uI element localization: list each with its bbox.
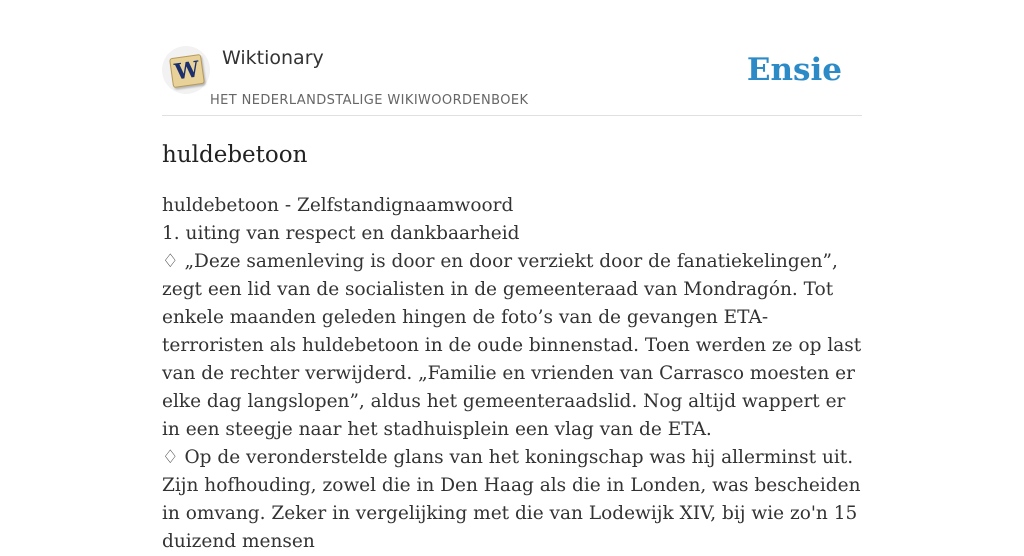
page-title: huldebetoon: [162, 142, 308, 168]
site-name[interactable]: Wiktionary: [222, 47, 324, 69]
wiktionary-logo-icon[interactable]: [162, 46, 210, 94]
brand-logo[interactable]: Ensie: [746, 52, 842, 88]
logo-letter: W: [172, 56, 202, 86]
example-quote: ♢ „Deze samenleving is door en door verziekt door de fanatiekelingen”, zegt een lid van de socialisten in de gemeenteraad van Mondragón. Tot enkele maanden geleden hingen de foto’s van de gevangen ETA-terroristen als huldebetoon in de oude binnenstad. Toen werden ze op last van de rechter verwijderd. „Familie en vrienden van Carrasco moesten er elke dag langslopen”, aldus het gemeenteraadslid. Nog altijd wappert er in een steegje naar het stadhuisplein een vlag van de ETA.: [162, 251, 862, 440]
page: [162, 0, 862, 552]
site-subtitle: HET NEDERLANDSTALIGE WIKIWOORDENBOEK: [210, 93, 529, 108]
example-quote: ♢ Op de veronderstelde glans van het koningschap was hij allerminst uit. Zijn hofhouding, zowel die in Den Haag als die in Londen, was bescheiden in omvang. Zeker in vergelijking met die van Lodewijk XIV, bij wie zo'n 15 duizend mensen: [162, 447, 861, 552]
definition-heading: huldebetoon - Zelfstandignaamwoord: [162, 195, 514, 216]
logo-tile: [169, 54, 205, 88]
entry-content: [162, 192, 862, 556]
header-divider: [162, 115, 862, 116]
definition-text: 1. uiting van respect en dankbaarheid: [162, 223, 520, 244]
